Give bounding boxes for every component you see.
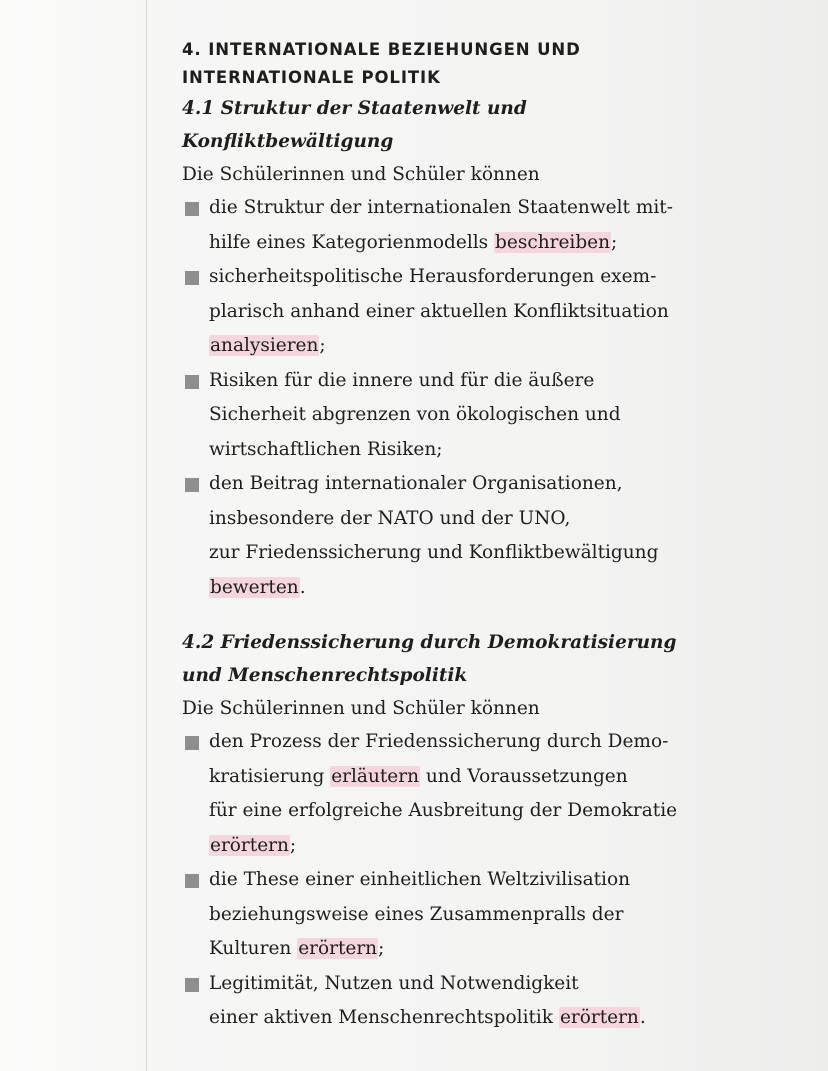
margin-rule [146, 0, 147, 1071]
highlighted-verb: beschreiben [495, 231, 611, 253]
item-line: die These einer einheitlichen Weltzivilisation [209, 869, 631, 890]
section-gap [176, 605, 736, 626]
list-item [176, 863, 736, 967]
square-bullet-icon [185, 202, 199, 216]
item-line: die Struktur der internationalen Staatenwelt mit- [209, 197, 673, 218]
section-heading-line-2: INTERNATIONALE POLITIK [182, 68, 441, 87]
list-item [176, 967, 736, 1036]
square-bullet-icon [185, 271, 199, 285]
list-item [176, 725, 736, 863]
highlighted-verb: erörtern [559, 1007, 639, 1028]
item-line: den Prozess der Friedenssicherung durch Demo- [209, 731, 669, 752]
square-bullet-icon [185, 874, 199, 888]
item-line: beziehungsweise eines Zusammenpralls der [209, 903, 624, 925]
list-item [176, 364, 736, 468]
section-heading-line-1: 4. INTERNATIONALE BEZIEHUNGEN UND [182, 40, 581, 59]
highlighted-verb: bewerten [210, 576, 299, 598]
subsection-4-2-title-line-1: 4.2 Friedenssicherung durch Demokratisierung [182, 632, 677, 653]
list-item [176, 260, 736, 364]
square-bullet-icon [185, 375, 199, 389]
document-page [176, 36, 736, 1036]
item-line: wirtschaftlichen Risiken; [209, 438, 443, 460]
subsection-4-1-title: 4.1 Struktur der Staatenwelt und Konfliktbewältigung [182, 98, 527, 152]
subsection-4-2-title-line-2: und Menschenrechtspolitik [182, 665, 468, 686]
highlighted-verb: erörtern [298, 938, 378, 959]
square-bullet-icon [185, 978, 199, 992]
item-line: erörtern; [210, 834, 297, 856]
subsection-4-2-title [182, 626, 736, 692]
item-line: Legitimität, Nutzen und Notwendigkeit [209, 972, 579, 994]
item-line: zur Friedenssicherung und Konfliktbewältigung [209, 542, 659, 563]
item-line: Risiken für die innere und für die äußere [209, 369, 595, 391]
item-line: kratisierung erläutern und Voraussetzungen [209, 765, 628, 787]
list-item [176, 191, 736, 260]
square-bullet-icon [185, 478, 199, 492]
item-line: hilfe eines Kategorienmodells beschreiben; [209, 231, 618, 253]
item-line: sicherheitspolitische Herausforderungen exem- [209, 266, 657, 287]
item-line: analysieren; [210, 335, 326, 356]
item-line: plarisch anhand einer aktuellen Konfliktsituation [209, 300, 669, 322]
item-line: Kulturen erörtern; [209, 938, 385, 959]
square-bullet-icon [185, 736, 199, 750]
highlighted-verb: erörtern [210, 834, 289, 856]
item-line: Sicherheit abgrenzen von ökologischen und [209, 404, 621, 425]
item-line: für eine erfolgreiche Ausbreitung der Demokratie [209, 800, 678, 821]
highlighted-verb: erläutern [331, 765, 419, 787]
subsection-4-1-intro: Die Schülerinnen und Schüler können [182, 164, 540, 185]
item-line: den Beitrag internationaler Organisationen, [209, 473, 623, 494]
subsection-4-2-list [176, 725, 736, 1036]
section-heading [182, 36, 736, 92]
item-line: insbesondere der NATO und der UNO, [209, 507, 571, 529]
item-line: bewerten. [210, 576, 306, 598]
subsection-4-2-intro: Die Schülerinnen und Schüler können [182, 698, 540, 719]
list-item [176, 467, 736, 605]
subsection-4-1-list [176, 191, 736, 605]
item-line: einer aktiven Menschenrechtspolitik erörtern. [209, 1007, 646, 1028]
highlighted-verb: analysieren [210, 335, 319, 356]
